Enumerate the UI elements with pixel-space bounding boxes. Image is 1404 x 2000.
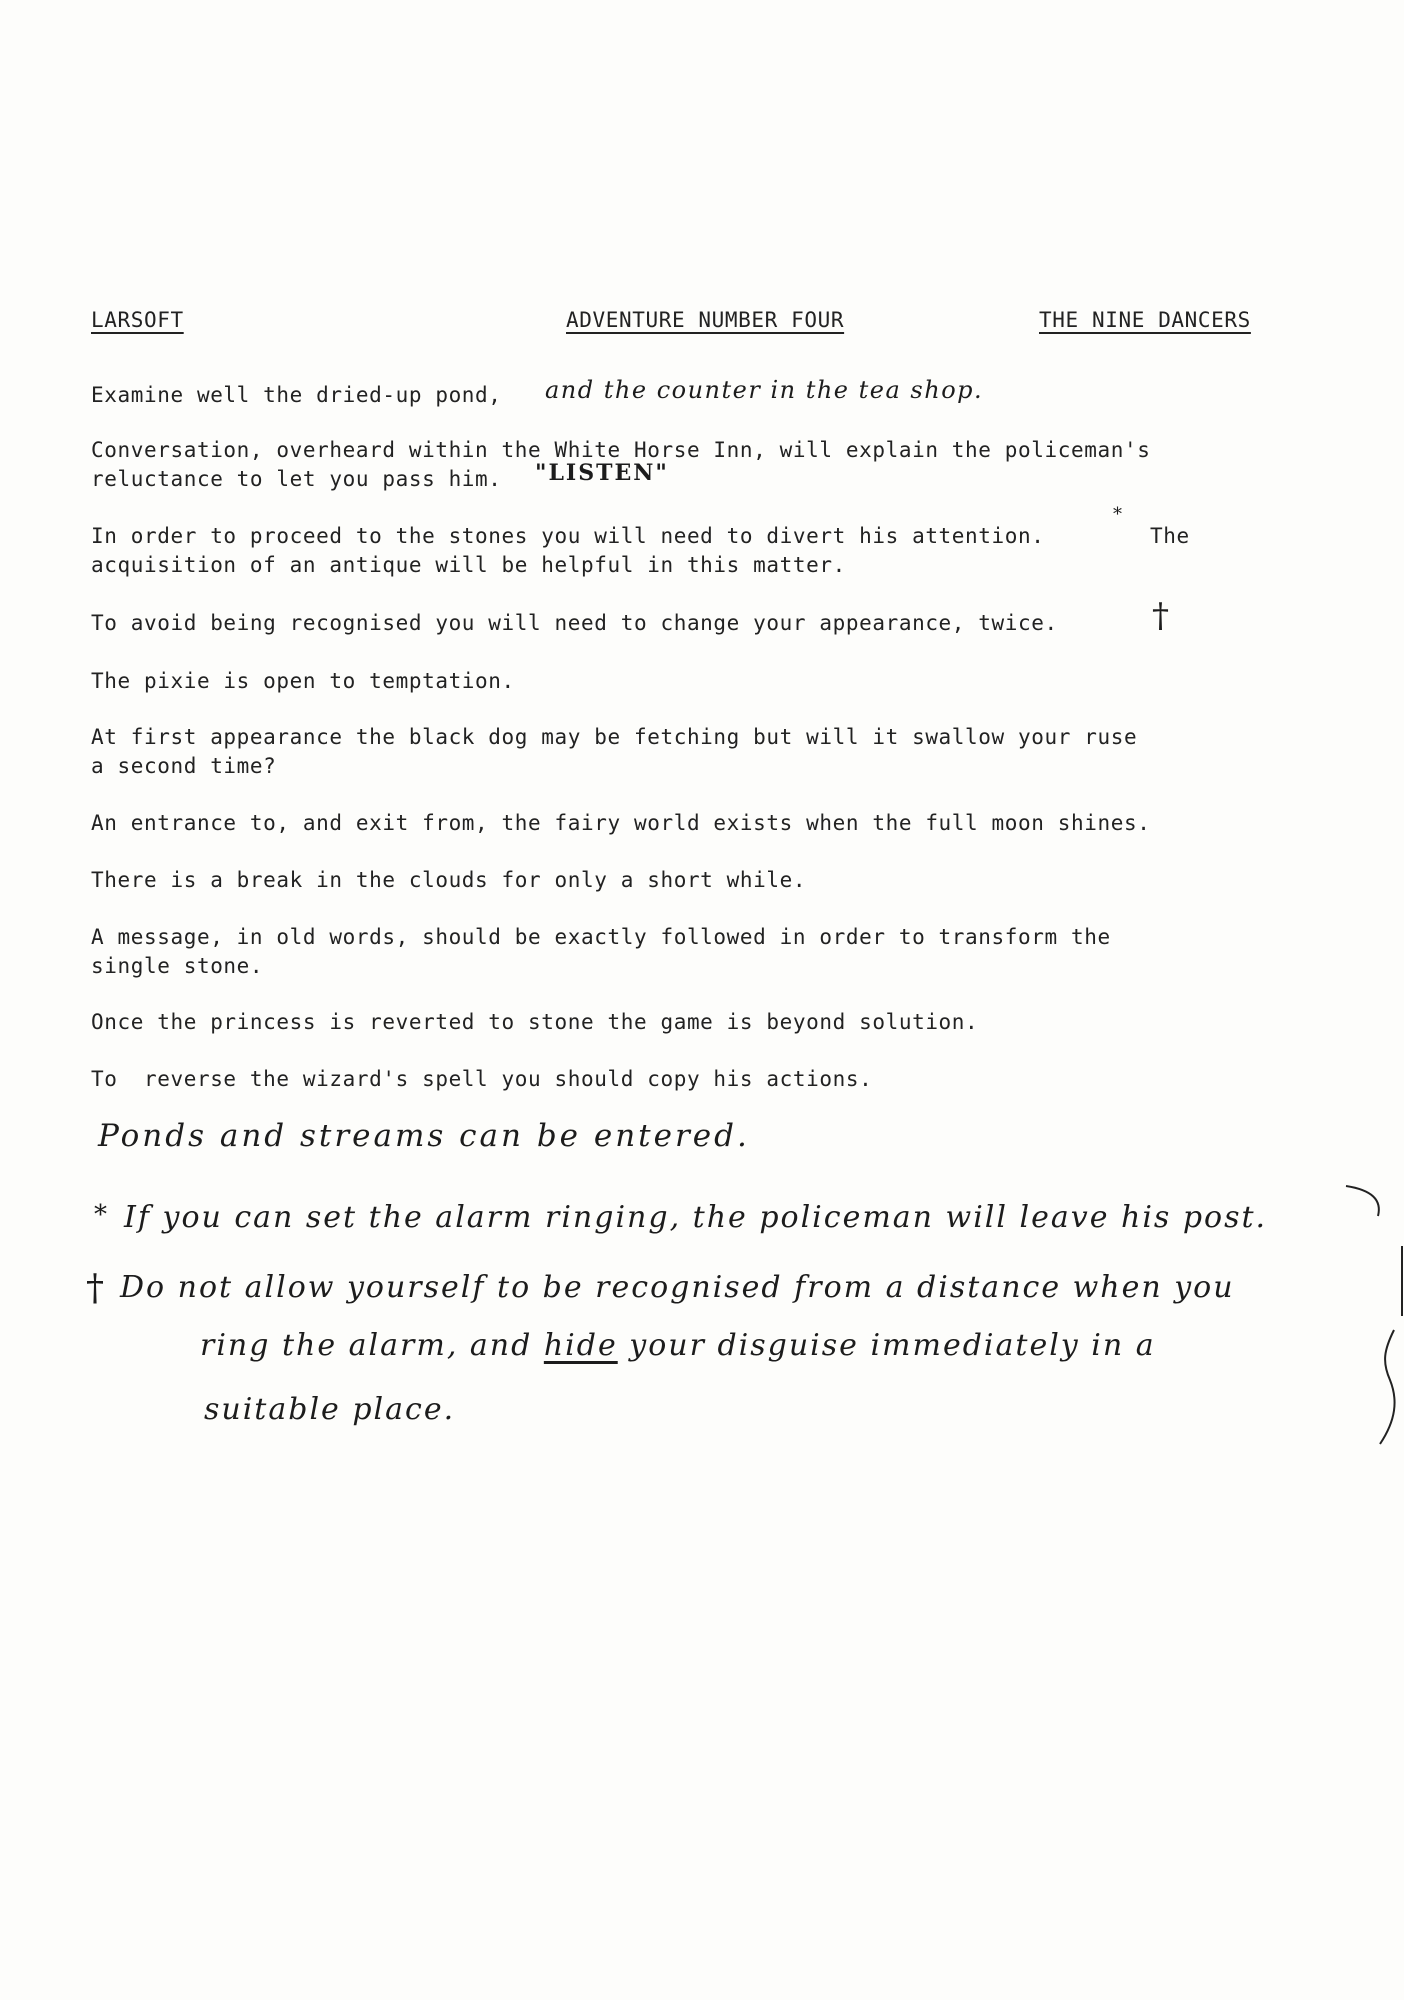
footnote-alarm: If you can set the alarm ringing, the policeman will leave his post.	[124, 1200, 1268, 1235]
header-title: THE NINE DANCERS	[1039, 308, 1251, 332]
underlined-hide-word: hide	[543, 1328, 618, 1363]
dagger-mark: †	[1152, 596, 1171, 636]
clue-divert-line2: acquisition of an antique will be helpful in this matter.	[91, 553, 846, 577]
footnote-recognised-line3: suitable place.	[204, 1392, 456, 1427]
asterisk-mark: *	[1113, 504, 1124, 525]
header-series: ADVENTURE NUMBER FOUR	[566, 308, 845, 332]
header-publisher: LARSOFT	[91, 308, 184, 332]
clue-clouds: There is a break in the clouds for only a short while.	[91, 868, 807, 892]
footnote-asterisk: *	[94, 1200, 109, 1230]
clue-divert-line1-end: The	[1150, 524, 1190, 548]
footnote-dagger: †	[86, 1268, 106, 1309]
clue-appearance: To avoid being recognised you will need to change your appearance, twice.	[91, 611, 1058, 635]
clue-message-line1: A message, in old words, should be exactly followed in order to transform the	[91, 925, 1111, 949]
clue-message-line2: single stone.	[91, 954, 264, 978]
handwritten-listen-note: "LISTEN"	[535, 460, 669, 486]
clue-pixie: The pixie is open to temptation.	[91, 669, 515, 693]
clue-black-dog-line2: a second time?	[91, 754, 277, 778]
clue-princess: Once the princess is reverted to stone the game is beyond solution.	[91, 1010, 979, 1034]
clue-divert-line1: In order to proceed to the stones you will need to divert his attention.	[91, 524, 1045, 548]
clue-wizard: To reverse the wizard's spell you should copy his actions.	[91, 1067, 873, 1091]
clue-fairy-world: An entrance to, and exit from, the fairy world exists when the full moon shines.	[91, 811, 1151, 835]
footnote-recognised-line1: Do not allow yourself to be recognised from a distance when you	[120, 1270, 1235, 1305]
footnote-recognised-line2: ring the alarm, and hide your disguise immediately in a	[200, 1328, 1156, 1363]
clue-black-dog-line1: At first appearance the black dog may be fetching but will it swallow your ruse	[91, 725, 1138, 749]
clue-conversation-line2: reluctance to let you pass him.	[91, 467, 502, 491]
handwritten-ponds-note: Ponds and streams can be entered.	[98, 1118, 750, 1154]
clue-pond: Examine well the dried-up pond,	[91, 383, 502, 407]
handwritten-tea-shop-note: and the counter in the tea shop.	[545, 376, 984, 404]
clue-conversation-line1: Conversation, overheard within the White Horse Inn, will explain the policeman's	[91, 438, 1151, 462]
